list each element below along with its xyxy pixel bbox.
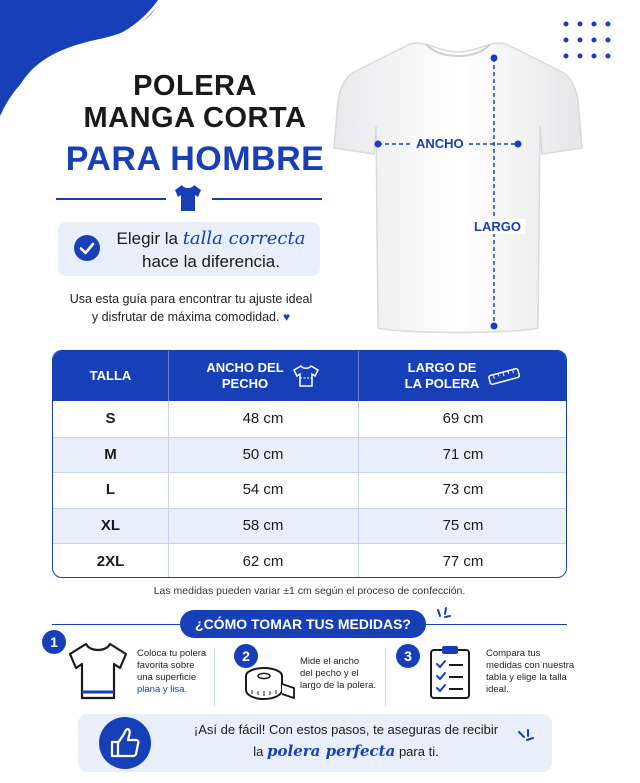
folded-tshirt-icon (66, 640, 130, 702)
length-cell: 69 cm (442, 410, 484, 428)
guide-text (46, 290, 336, 326)
sparkle-icon (432, 606, 454, 628)
step-3-line-1: Compara tus (486, 648, 541, 659)
step-1-highlight: plana y lisa. (137, 684, 188, 695)
table-row (53, 401, 566, 437)
header-size (53, 351, 168, 401)
final-line-1: ¡Así de fácil! Con estos pasos, te aseguras de recibir (193, 722, 499, 737)
size-cell: 2XL (96, 552, 125, 570)
header-chest-line-2: PECHO (221, 376, 269, 391)
size-cell: M (104, 445, 117, 463)
step-1-line-3: una superficie (137, 672, 197, 683)
header-length (358, 351, 567, 401)
row-separator (53, 508, 566, 509)
header-length-line-2: LA POLERA (404, 376, 480, 391)
row-separator (53, 543, 566, 544)
step-separator (214, 648, 215, 706)
final-prefix: la (253, 744, 264, 759)
row-separator (53, 472, 566, 473)
step-3-number: 3 (396, 644, 420, 668)
step-2-text (300, 656, 376, 692)
chest-cell: 50 cm (242, 445, 284, 463)
length-cell: 77 cm (442, 552, 484, 570)
title-divider-right (212, 198, 322, 200)
title-line-1: POLERA (133, 70, 257, 102)
final-line-2 (176, 742, 516, 760)
thumbs-up-icon (98, 716, 152, 770)
tshirt-measurement-diagram (330, 30, 586, 340)
chest-cell: 62 cm (242, 552, 284, 570)
how-to-title: ¿CÓMO TOMAR TUS MEDIDAS? (180, 610, 426, 638)
length-label: LARGO (470, 219, 525, 234)
step-2-line-1: Mide el ancho (300, 656, 360, 667)
tagline-prefix: Elegir la (116, 229, 178, 248)
step-separator (385, 648, 386, 706)
tagline-accent: talla correcta (182, 228, 306, 249)
sparkle-icon (515, 728, 537, 750)
size-table (52, 350, 567, 578)
size-cell: L (105, 481, 116, 499)
guide-line-1: Usa esta guía para encontrar tu ajuste ideal (69, 292, 313, 306)
step-1-line-2: favorita sobre (137, 660, 195, 671)
step-3-line-3: tabla y elige la talla (486, 672, 567, 683)
tape-measure-icon (244, 664, 296, 704)
step-3-line-4: ideal. (486, 684, 509, 695)
chest-cell: 48 cm (242, 410, 284, 428)
table-row (53, 437, 566, 473)
chest-cell: 58 cm (242, 517, 284, 535)
tshirt-icon (172, 183, 204, 213)
title-accent: PARA HOMBRE (65, 140, 325, 178)
heart-icon: ♥ (282, 310, 291, 324)
size-cell: S (105, 410, 116, 428)
step-1-text (137, 648, 206, 696)
measuring-tape-icon (487, 365, 521, 387)
guide-line-2: y disfrutar de máxima comodidad. (91, 310, 280, 324)
length-cell: 75 cm (442, 517, 484, 535)
check-circle-icon (74, 235, 100, 261)
how-to-line-left (52, 624, 180, 625)
column-separator (358, 401, 359, 578)
table-row (53, 543, 566, 578)
title-divider-left (56, 198, 166, 200)
step-1-line-1: Coloca tu polera (137, 648, 207, 659)
size-cell: XL (100, 517, 121, 535)
checklist-clipboard-icon (428, 644, 472, 700)
step-2-line-3: largo de la polera. (300, 680, 377, 691)
measurement-note: Las medidas pueden variar ±1 cm según el proceso de confección. (153, 585, 466, 597)
step-2-number: 2 (234, 644, 258, 668)
final-accent: polera perfecta (267, 742, 396, 760)
length-cell: 71 cm (442, 445, 484, 463)
tagline-line-2: hace la diferencia. (142, 252, 280, 271)
width-label: ANCHO (412, 136, 468, 151)
tagline-line-1 (106, 228, 316, 249)
final-suffix: para ti. (398, 744, 439, 759)
table-row (53, 508, 566, 544)
column-separator (168, 401, 169, 578)
page-title (60, 70, 330, 134)
step-3-text (486, 648, 574, 696)
step-3-line-2: medidas con nuestra (486, 660, 575, 671)
step-2-line-2: del pecho y el (300, 668, 359, 679)
tshirt-outline-icon (292, 364, 320, 388)
chest-cell: 54 cm (242, 481, 284, 499)
row-separator (53, 437, 566, 438)
table-row (53, 472, 566, 508)
step-1-number: 1 (42, 630, 66, 654)
title-line-2: MANGA CORTA (83, 102, 307, 134)
header-size-text: TALLA (89, 368, 132, 383)
table-header (53, 351, 566, 401)
header-chest-line-1: ANCHO DEL (206, 360, 284, 375)
header-length-line-1: LARGO DE (407, 360, 477, 375)
length-cell: 73 cm (442, 481, 484, 499)
header-chest (168, 351, 358, 401)
